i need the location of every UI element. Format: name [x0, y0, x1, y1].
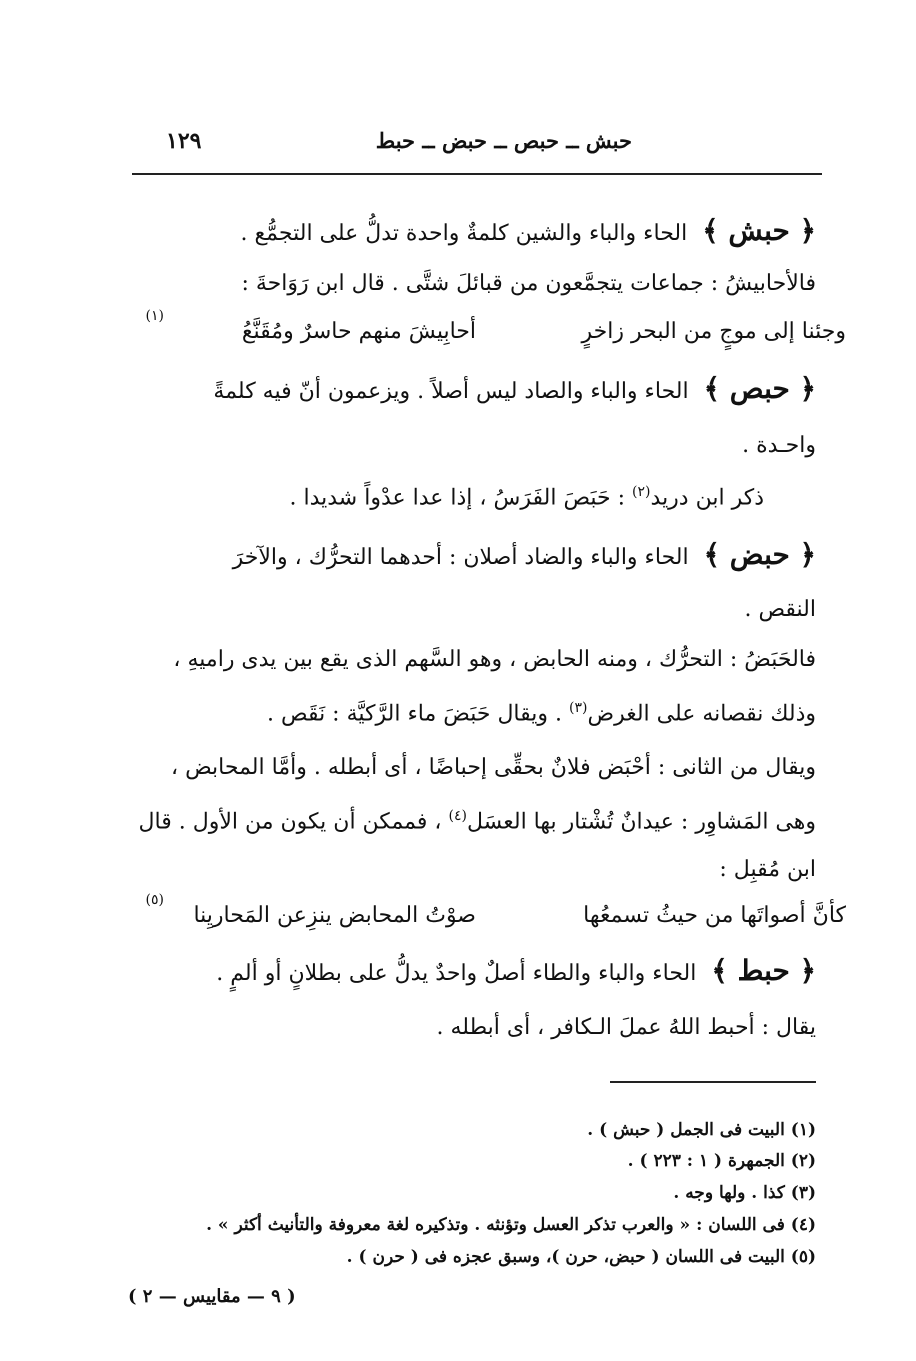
entry-habas-line-1 [213, 372, 816, 405]
entry-habat-line-1 [216, 954, 816, 987]
running-head: حبش ــ حبص ــ حبض ــ حبط [375, 128, 632, 153]
entry-habas-line-2: واحـدة . [742, 433, 816, 458]
entry-habad-line-3: فالحَبَضُ : التحرُّك ، ومنه الحابض ، وهو السَّهم الذى يقع بين يدى راميهِ ، [173, 647, 816, 672]
entry-habad-line-1 [232, 538, 816, 571]
entry-text: الحاء والباء والصاد ليس أصلاً . ويزعمون أنّ فيه كلمةً [213, 379, 689, 404]
footnote-rule [610, 1081, 816, 1083]
headword-habad: ﴿ حبض ﴾ [703, 538, 816, 571]
verse-hemistich-1: وجئنا إلى موجٍ من البحر زاخرٍ [581, 319, 846, 344]
verse-hemistich-2: أحابِيشَ منهم حاسرٌ ومُقَنَّعُ [241, 319, 476, 344]
entry-text: ، فممكن أن يكون من الأول . قال [138, 809, 442, 835]
entry-habad-line-6 [139, 809, 816, 833]
headword-habas: ﴿ حبص ﴾ [703, 372, 816, 405]
entry-habas-line-3 [289, 485, 764, 509]
entry-text: : حَبَصَ الفَرَسُ ، إذا عدا عدْواً شديدا . [289, 485, 626, 511]
footnote-ref: (٣) [569, 700, 588, 716]
signature-mark: ( ٩ — مقاييس — ٢ ) [128, 1286, 296, 1307]
entry-text: ذكر ابن دريد [650, 485, 764, 511]
footnote-3: (٣) كذا . ولها وجه . [673, 1183, 816, 1203]
entry-habad-line-4 [267, 701, 816, 725]
entry-habat-line-2: يقال : أحبط اللهُ عملَ الـكافر ، أى أبطله . [436, 1015, 816, 1040]
entry-habad-line-5: ويقال من الثانى : أحْبَض فلانٌ بحقِّى إحباضًا ، أى أبطله . وأمَّا المحابض ، [171, 755, 816, 780]
footnote-2: (٢) الجمهرة ( ١ : ٢٢٣ ) . [627, 1151, 816, 1171]
entry-text: الحاء والباء والطاء أصلٌ واحدٌ يدلُّ على بطلانٍ أو ألمٍ . [216, 961, 697, 986]
entry-habad-line-7: ابن مُقبِل : [719, 857, 816, 882]
footnote-ref: (٥) [145, 892, 164, 908]
verse-hemistich-1: كأنَّ أصواتَها من حيثُ تسمعُها [583, 903, 846, 928]
header-rule [132, 173, 822, 175]
entry-text: الحاء والباء والشين كلمةٌ واحدة تدلُّ على التجمُّع . [240, 221, 688, 246]
entry-habash-line-2: فالأحابيشُ : جماعات يتجمَّعون من قبائلَ شتَّى . قال ابن رَوَاحةَ : [241, 271, 816, 296]
footnote-ref: (١) [145, 308, 164, 324]
footnote-ref: (٤) [448, 808, 467, 824]
entry-text: الحاء والباء والضاد أصلان : أحدهما التحرُّك ، والآخرَ [232, 545, 689, 570]
entry-text: وذلك نقصانه على الغرض [587, 701, 816, 727]
entry-text: وهى المَشاوِر : عيدانٌ تُشْتار بها العسَل [466, 809, 816, 835]
footnote-ref: (٢) [632, 484, 651, 500]
entry-text: . ويقال حَبَضَ ماء الرَّكيَّة : نَقَص . [267, 701, 563, 727]
page-header [132, 128, 822, 168]
headword-habash: ﴿ حبش ﴾ [702, 214, 816, 247]
verse-hemistich-2: صوْتُ المحابض ينزِعن المَحاريِنا [193, 903, 476, 928]
entry-habad-line-2: النقص . [744, 597, 816, 622]
page-number: ١٢٩ [166, 128, 202, 154]
entry-habash-line-1 [240, 214, 816, 247]
footnote-4: (٤) فى اللسان : « والعرب تذكر العسل وتؤنثه . وتذكيره لغة معروفة والتأنيث أكثر » . [206, 1215, 816, 1235]
footnote-1: (١) البيت فى الجمل ( حبش ) . [587, 1120, 816, 1140]
headword-habat: ﴿ حبط ﴾ [711, 954, 816, 987]
footnote-5: (٥) البيت فى اللسان ( حبض، حرن )، وسبق عجزه فى ( حرن ) . [346, 1247, 816, 1267]
